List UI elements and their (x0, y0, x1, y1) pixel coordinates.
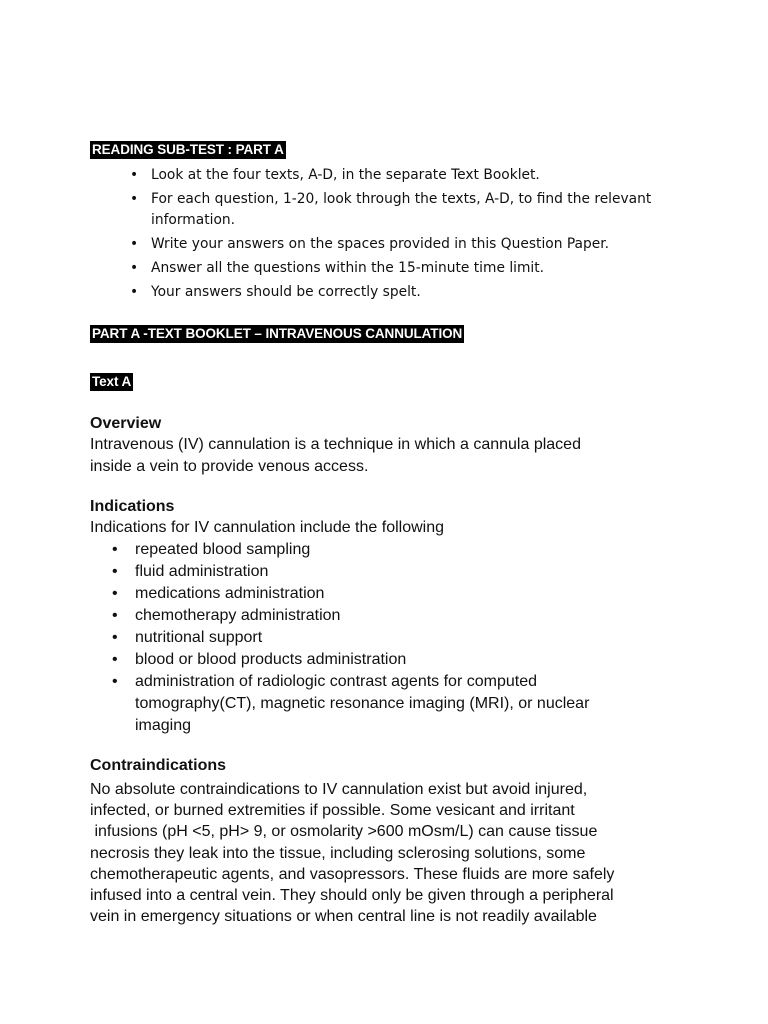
bullet-icon: • (130, 191, 139, 207)
contraindications-line: necrosis they leak into the tissue, including sclerosing solutions, some (90, 844, 586, 862)
instruction-item (130, 234, 690, 255)
text-booklet-heading: PART A -TEXT BOOKLET – INTRAVENOUS CANNULATION (92, 326, 463, 341)
contraindications-line: vein in emergency situations or when central line is not readily available (90, 908, 597, 926)
contraindications-line: infusions (pH <5, pH> 9, or osmolarity >600 mOsm/L) can cause tissue (90, 823, 598, 841)
contraindications-title: Contraindications (90, 757, 227, 774)
indication-text: repeated blood sampling (135, 541, 311, 558)
bullet-icon: • (112, 585, 118, 602)
bullet-icon: • (112, 629, 118, 646)
contraindications-paragraph (90, 779, 690, 927)
instruction-text: Answer all the questions within the 15-minute time limit. (151, 260, 545, 276)
contraindications-line: infected, or burned extremities if possible. Some vesicant and irritant (90, 802, 575, 820)
indication-item (112, 627, 672, 649)
indication-item (112, 561, 672, 583)
indication-text: chemotherapy administration (135, 607, 341, 624)
indication-text: nutritional support (135, 629, 263, 646)
overview-paragraph (90, 434, 690, 477)
overview-title: Overview (90, 415, 162, 432)
indication-item (112, 605, 672, 627)
text-a-heading: Text A (92, 374, 132, 389)
contraindications-line: chemotherapeutic agents, and vasopressors. These fluids are more safely (90, 865, 615, 883)
bullet-icon: • (112, 563, 118, 580)
indication-text: blood or blood products administration (135, 651, 407, 668)
reading-subtest-heading: READING SUB-TEST : PART A (92, 142, 284, 157)
overview-line: Intravenous (IV) cannulation is a technique in which a cannula placed (90, 436, 581, 453)
indications-intro: Indications for IV cannulation include the following (90, 519, 444, 536)
instruction-item (130, 189, 690, 231)
contraindications-line: No absolute contraindications to IV cannulation exist but avoid injured, (90, 781, 588, 798)
instruction-text: Write your answers on the spaces provided in this Question Paper. (151, 236, 610, 252)
instruction-item (130, 282, 690, 303)
instruction-text: For each question, 1-20, look through the texts, A-D, to find the relevant information. (151, 191, 652, 228)
indication-text: administration of radiologic contrast agents for computed tomography(CT), magnetic resonance imaging (MRI), or nuclear imaging (135, 673, 590, 734)
instruction-item (130, 258, 690, 279)
indication-item (112, 583, 672, 605)
bullet-icon: • (112, 607, 118, 624)
bullet-icon: • (112, 651, 118, 668)
bullet-icon: • (112, 673, 118, 690)
bullet-icon: • (112, 541, 118, 558)
instruction-text: Look at the four texts, A-D, in the separate Text Booklet. (151, 167, 540, 183)
indication-text: fluid administration (135, 563, 269, 580)
indications-list (112, 539, 672, 737)
overview-line: inside a vein to provide venous access. (90, 457, 369, 475)
indication-text: medications administration (135, 585, 325, 602)
indication-item (112, 649, 672, 671)
bullet-icon: • (130, 284, 139, 300)
indication-item (112, 539, 672, 561)
indication-item (112, 671, 635, 737)
bullet-icon: • (130, 236, 139, 252)
indications-title: Indications (90, 498, 175, 515)
bullet-icon: • (130, 260, 139, 276)
bullet-icon: • (130, 167, 139, 183)
contraindications-line: infused into a central vein. They should only be given through a peripheral (90, 887, 614, 905)
instructions-list (130, 165, 690, 306)
instruction-item (130, 165, 690, 186)
instruction-text: Your answers should be correctly spelt. (151, 284, 421, 300)
